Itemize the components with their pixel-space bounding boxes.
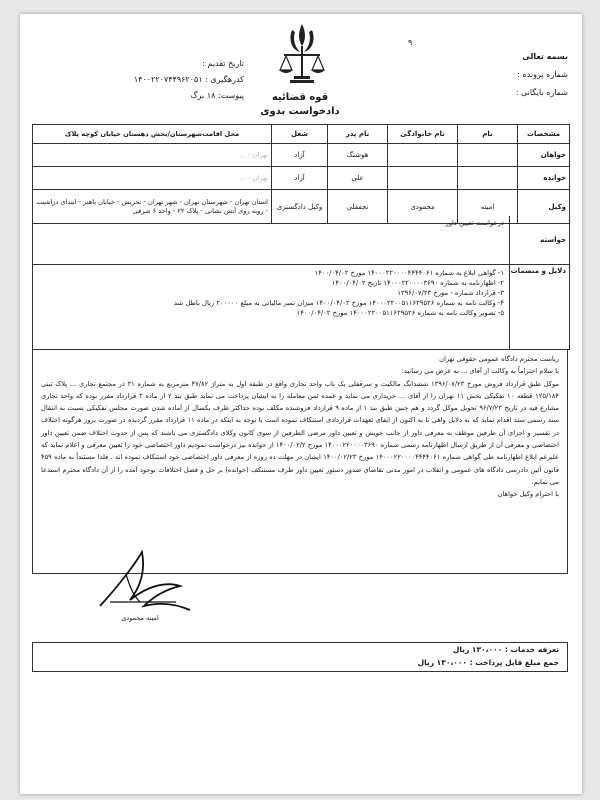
first-name-cell: امینه bbox=[458, 190, 518, 224]
signatory-name: امینه محمودی bbox=[121, 614, 159, 622]
header-cell: نام bbox=[458, 125, 518, 144]
header-right-block bbox=[408, 38, 568, 102]
list-item: ۳- قرارداد شماره - مورخ ۱۳۹۶/۰۷/۲۳ bbox=[397, 289, 504, 297]
job-cell: آزاد bbox=[272, 144, 328, 167]
address-cell: تهران - ... bbox=[33, 144, 272, 167]
form-title: دادخواست بدوی bbox=[260, 106, 340, 117]
petition-page bbox=[20, 14, 582, 794]
greeting: با سلام احتراماً به وکالت از آقای ... به عرض می رسانید: bbox=[401, 367, 559, 376]
fees-section bbox=[32, 642, 568, 672]
father-name-cell: هوشنگ bbox=[328, 144, 388, 167]
list-item: ۲- اظهارنامه به شماره ۱۴۰۰۰۲۲۰۰۰۰۳۶۹۰ تاریخ ۱۴۰۰/۰۴/۰۲ bbox=[331, 279, 504, 287]
table-cell bbox=[458, 144, 518, 167]
parties-table bbox=[32, 124, 570, 224]
table-cell bbox=[388, 167, 458, 190]
attachments-count: پیوست: ۱۸ برگ bbox=[190, 91, 244, 100]
header-cell: نام خانوادگی bbox=[388, 125, 458, 144]
list-item: ۱- گواهی ابلاغ به شماره ۱۴۰۰۰۲۲۰۰۰۰۴۴۴۴۰۶۱ مورخ ۱۴۰۰/۰۴/۰۲ bbox=[314, 269, 504, 277]
address-cell: تهران - ... bbox=[33, 167, 272, 190]
evidence-label: دلایل و منضمات bbox=[509, 264, 569, 349]
table-cell bbox=[388, 144, 458, 167]
bismillah: بسمه تعالی bbox=[522, 52, 568, 61]
organization-name: قوه قضائیه bbox=[271, 92, 329, 103]
job-cell: آزاد bbox=[272, 167, 328, 190]
evidence-section bbox=[32, 264, 570, 350]
evidence-list bbox=[33, 264, 509, 349]
archive-number-label: شماره بایگانی : bbox=[515, 88, 568, 97]
tracking-code: کدرهگیری : ۱۴۰۰۲۲۰۷۴۴۹۶۲۰۵۱ bbox=[133, 75, 244, 84]
row-label: خوانده bbox=[518, 167, 570, 190]
table-cell bbox=[458, 167, 518, 190]
claim-label: خواسته bbox=[509, 216, 569, 264]
job-cell: وکیل دادگستری bbox=[272, 190, 328, 224]
father-name-cell: علی bbox=[328, 167, 388, 190]
list-item: ۴- وکالت نامه به شماره ۱۴۰۰۰۲۲۰۰۵۱۱۶۲۹۵۲۶ مورخ ۱۴۰۰/۰۴/۰۲ میزان تمبر مالیاتی به مبلغ ۲۰۰۰۰۰ ریال باطل شد bbox=[173, 299, 504, 307]
case-number-label: شماره پرونده : bbox=[517, 70, 568, 79]
table-row-defendant bbox=[33, 167, 570, 190]
service-fee: تعرفه خدمات : ۱۳۰،۰۰۰ ریال bbox=[452, 645, 559, 654]
judiciary-emblem-icon bbox=[276, 20, 328, 90]
body-paragraph: موکل طبق قرارداد فروش مورخ ۱۳۹۶/۰۷/۲۳ ششدانگ مالکیت و سرقفلی یک باب واحد تجاری واقع در طبقه اول به متراژ ۴۷/۸۲ مترمربع به شماره ۳۱ در مجتمع تجاری ... پلاک ثبتی ۱۲۵/۱۸۴ قطعه ۱۰ تفکیکی بخش ۱۱ تهران را از آقای ... خریداری می نماید و عمده ثمن معامله را به ایشان پرداخت می نماید طبق بند ۲ از ماده ۳ قرارداد مقرر بوده که واحد تجاری مشارع فیه در تاریخ ۹۶/۷/۲۳ تحویل موکل گردد و هم چنین طبق بند ۱ از ماده ۹ قرارداد فروشنده مکلف بوده حداکثر ظرف یکسال از آماده شدن صورت مجلس تفکیکی نسبت به انتقال سند رسمی سند اقدام نماید که به دلایل واهی تا به اکنون از ایفای تعهدات قراردادی استنکاف نموده است با توجه به اینکه در ماده ۱۱ قرارداد مقرر گردیده در صورت بروز هرگونه اختلاف در تفسیر و اجرای آن طرفین موظف به معرفی داور از جانب خویش و تعیین داور مرضی الطرفین از سوی کانون وکلای دادگستری می باشند که پس از حدوث اختلاف ضمن تعیین داور اختصاصی و معرفی آن از طریق ارسال اظهارنامه رسمی شماره ۱۴۰۰۰۲۲۰۰۰۰۳۶۹۰ مورخ ۱۴۰۰/۰۲/۲ از خوانده نیز درخواست نمودیم داور اختصاصی خود را تعیین معرفی و اعلام نماید که علیرغم ابلاغ اظهارنامه طی گواهی شماره ۱۴۰۰۰۲۲۰۰۰۰۴۴۴۴۰۶۱ مورخ ۱۴۰۰/۰۲/۲۳ ایشان در مهلت ده روزه از معرفی داور اختصاصی خود استنکاف نموده اند . فلذا مستنداً به ماده ۴۵۹ قانون آئین دادرسی دادگاه های عمومی و انقلاب در امور مدنی تقاضای صدور دستور تعیین داور طرف مستنکف (خوانده) بر حل و فصل اختلافات بوجود آمده را از آن دادگاه محترم استدعا می نمایم. bbox=[41, 379, 559, 486]
last-name-cell: محمودی bbox=[388, 190, 458, 224]
total-fee: جمع مبلغ قابل پرداخت : ۱۳۰،۰۰۰ ریال bbox=[417, 658, 559, 667]
address-cell: استان تهران - شهرستان تهران - شهر تهران - تجریش - خیابان باهنر - ابتدای دزاشیب - روبه روی آتش نشانی - پلاک ۲۲ - واحد ۶ شرقی bbox=[33, 190, 272, 224]
petition-body bbox=[32, 349, 568, 574]
signature-mark bbox=[80, 544, 200, 624]
table-header-row bbox=[33, 125, 570, 144]
row-label: خواهان bbox=[518, 144, 570, 167]
list-item: ۵- تصویر وکالت نامه به شماره ۱۴۰۰۰۲۲۰۰۵۱۱۶۲۹۵۲۶ مورخ ۱۴۰۰/۰۴/۰۲ bbox=[296, 309, 504, 317]
table-row-plaintiff bbox=[33, 144, 570, 167]
header-cell: مشخصات bbox=[518, 125, 570, 144]
header-cell: شغل bbox=[272, 125, 328, 144]
claim-text: درخواست تعیین داور bbox=[445, 219, 504, 227]
row-label: وکیل bbox=[518, 190, 570, 224]
claim-section bbox=[32, 216, 570, 265]
salutation: ریاست محترم دادگاه عمومی حقوقی تهران bbox=[439, 355, 559, 363]
header-cell: نام پدر bbox=[328, 125, 388, 144]
header-cell: محل اقامت‌شهرستان/بخش دهستان خیابان کوچه پلاک bbox=[33, 125, 272, 144]
page-number: ۹ bbox=[408, 38, 413, 47]
submit-date-label: تاریخ تقدیم : bbox=[202, 59, 244, 68]
closing-line: با احترام وکیل خواهان bbox=[497, 490, 559, 499]
father-name-cell: نجفقلی bbox=[328, 190, 388, 224]
